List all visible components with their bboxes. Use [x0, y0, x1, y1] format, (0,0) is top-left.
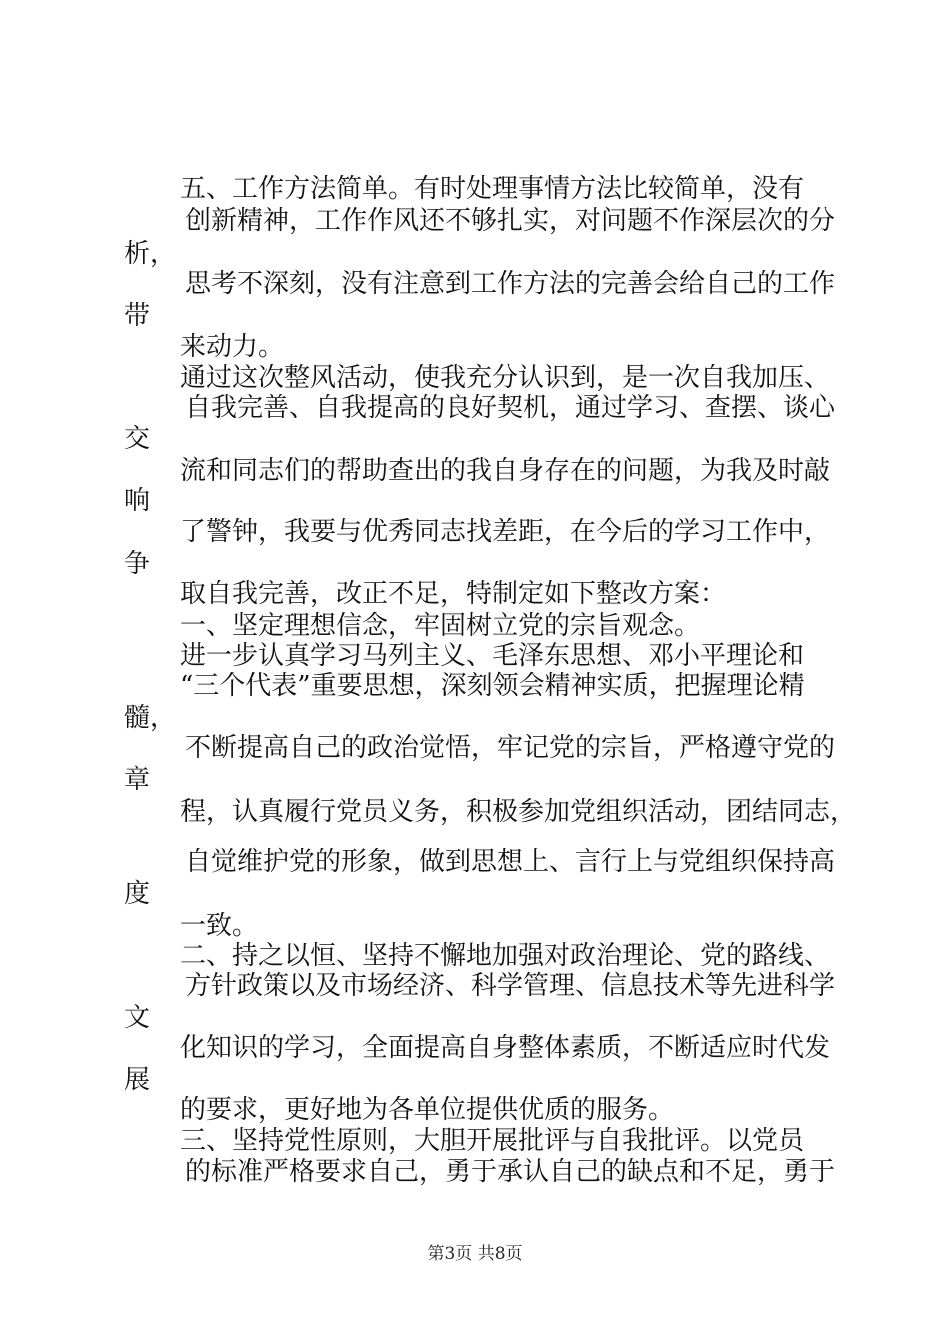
text-line: 析， — [124, 239, 177, 269]
text-line: 的要求，更好地为各单位提供优质的服务。 — [180, 1095, 675, 1125]
text-line: 进一步认真学习马列主义、毛泽东思想、邓小平理论和 — [180, 641, 805, 671]
text-line: 创新精神，工作作风还不够扎实，对问题不作深层次的分 — [185, 206, 836, 236]
text-line: “三个代表”重要思想，深刻领会精神实质，把握理论精 — [180, 671, 805, 701]
text-line: 的标准严格要求自己，勇于承认自己的缺点和不足，勇于 — [185, 1157, 836, 1187]
text-line: 了警钟，我要与优秀同志找差距，在今后的学习工作中， — [180, 517, 831, 547]
text-line: 二、持之以恒、坚持不懈地加强对政治理论、党的路线、 — [180, 941, 831, 971]
text-line: 髓， — [124, 703, 177, 733]
text-line: 通过这次整风活动，使我充分认识到，是一次自我加压、 — [180, 363, 831, 393]
text-line: 思考不深刻，没有注意到工作方法的完善会给自己的工作 — [185, 269, 836, 299]
text-line: 度 — [124, 879, 151, 909]
text-line: 程，认真履行党员义务，积极参加党组织活动，团结同志， — [180, 797, 857, 827]
text-line: 不断提高自己的政治觉悟，牢记党的宗旨，严格遵守党的 — [185, 733, 836, 763]
text-line: 带 — [124, 301, 151, 331]
text-line: 响 — [124, 486, 151, 516]
text-line: 自觉维护党的形象，做到思想上、言行上与党组织保持高 — [185, 847, 836, 877]
text-line: 五、工作方法简单。有时处理事情方法比较简单，没有 — [180, 174, 805, 204]
text-line: 文 — [124, 1003, 151, 1033]
text-line: 化知识的学习，全面提高自身整体素质，不断适应时代发 — [180, 1033, 831, 1063]
page-number-footer: 第3页 共8页 — [427, 1244, 523, 1264]
text-line: 方针政策以及市场经济、科学管理、信息技术等先进科学 — [185, 971, 836, 1001]
text-line: 自我完善、自我提高的良好契机，通过学习、查摆、谈心 — [185, 393, 836, 423]
text-line: 来动力。 — [180, 332, 285, 362]
text-line: 三、坚持党性原则，大胆开展批评与自我批评。以党员 — [180, 1126, 805, 1156]
text-line: 交 — [124, 424, 151, 454]
text-line: 一、坚定理想信念，牢固树立党的宗旨观念。 — [180, 611, 701, 641]
text-line: 取自我完善，改正不足，特制定如下整改方案： — [180, 579, 727, 609]
text-line: 展 — [124, 1065, 151, 1095]
text-line: 章 — [124, 765, 151, 795]
text-line: 争 — [124, 549, 151, 579]
text-line: 流和同志们的帮助查出的我自身存在的问题，为我及时敲 — [180, 456, 831, 486]
text-line: 一致。 — [180, 911, 259, 941]
